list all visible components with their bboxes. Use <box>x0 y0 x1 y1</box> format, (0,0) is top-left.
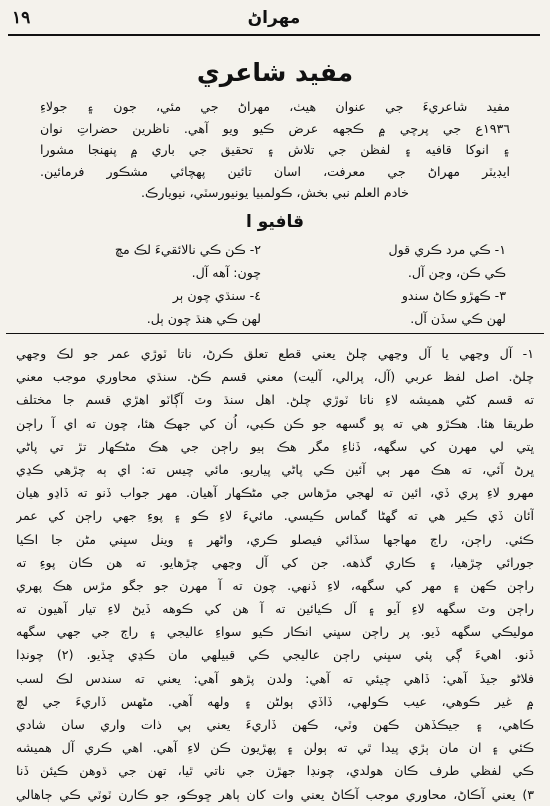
text-line: ١- آل وڃهي يا آل وڃهي چلڻ يعني قطع تعلق ڪرڻ، ناتا ٽوڙي عمر جو لڪ وڃهي <box>16 346 534 361</box>
text-line: چلڻ. اصل لفظ عربي (آل، پرالي، آليت) معني قسم ڪڻ. سنڌي محاوري موجب معني <box>16 369 534 385</box>
text-line: ته قسم کڻي هميشه لاءِ ناتا ٽوڙي چلڻ. اهل سنڌ وٽ آڳاٽو اهڙي قسم جا مختلف <box>16 392 534 408</box>
running-title: مهراڻ <box>247 8 301 28</box>
intro-paragraph <box>40 96 510 204</box>
verse-line: لهن ڪي سڏن آل. <box>410 311 506 326</box>
text-line: ڪي لفظي طرف ڪان هولدي، چونڊا جهڙن جي ناتي ٿيا، تهن جي ڌوهن ڪيئن ڏنا <box>16 763 534 779</box>
verse-line: ٤- سنڌي چون ٻر <box>172 288 261 303</box>
section-subtitle: قافيو ا <box>246 212 304 232</box>
text-line: ڀرڻ آئي، ته هڪ مهر ٻي آئين ڪي پاڻي پياريو. مائي چيس ته: اي ٻه چڙهي ڪڍي <box>16 461 534 477</box>
text-line: راڄن ڪهن ۽ مهر کي سگهه، لاءِ ڏنهي. چون ته آ مهرن جو جگو مڙس هڪ پهري <box>16 577 534 593</box>
page-header <box>8 6 540 34</box>
text-line: آئان ڏي ڪير هي ته گهڻا گماس ڪيسي. مائيءَ لاءِ ڪو ۽ پوءِ جهي راڄن کي عمر <box>16 508 534 524</box>
text-line: فلاڻو جيڏ آهي: ڏاهي چيئي ته آهي: ولدن پڙهو آهي: يعني ته سندس لڪ لسب <box>16 670 534 686</box>
intro-line: ايڊيٽر مهراڻ جي معرفت، اسان تائين پهچائي مشڪور فرمائين. <box>40 163 510 179</box>
header-rule <box>8 34 540 36</box>
verse-row <box>30 307 520 330</box>
text-line: ٣) يعني آڪاڻ، محاوري موجب آڪاڻ يعني وات کان ٻاهر ڇوڪو، جو ڪارن ٽوٽي ڪي ڄاهالي <box>16 786 534 802</box>
section-rule <box>6 333 544 334</box>
text-line: ڀتي لي مهرن کي سگهه، ڏٺاءِ مگر هڪ ٻيو راڄن جي هڪ مڻڪهار تڙ تي پاڻي <box>16 438 534 454</box>
text-line: ڪئي. راڄن، راڄ مهاجها سڏائي فيصلو ڪري، واڻهر ۽ وينل سڀني مڻن جا اڪيا <box>16 531 534 547</box>
intro-line: ١٩٣٦ع جي پرچي ۾ ڪجهه عرض ڪيو ويو آهي. ناظرين حضراتِ نوان <box>40 120 510 136</box>
verse-line: ٣- ڪهڙو ڪاڻ سندو <box>401 288 506 303</box>
intro-line: ۽ انوکا قافيه ۽ لفظن جي تلاش ۽ تحقيق جي باري ۾ پنهنجا مشورا <box>40 142 510 158</box>
verse-row <box>30 238 520 261</box>
verse-line: ١- ڪي مرد ڪري قول <box>388 242 506 257</box>
verse-row <box>30 284 520 307</box>
text-line: ڪاهي، ۽ جيڪڏهن ڪهن وٽي، ڪهن ڏاريءَ يعني ٻي ذات واري سان شادي <box>16 717 534 732</box>
text-line: ڏنو. اهيءَ ڳي پئي سڀني راڄن عاليجي ڪي قبيلهي مان ڪڍي ڇڏيو. (٢) چونڊا <box>16 647 534 663</box>
intro-signature: خادم العلم نبي بخش، ڪولمبيا يونيورسٽي، نيويارڪ. <box>141 185 409 201</box>
verse-block <box>30 238 520 330</box>
text-line: مهرو لاءِ پري ڏي، ائين ته لهجي مڙهاس جي مڻڪهار آهيان. مهر جواب ڏنو ته ڏاڍو هيان <box>16 485 534 501</box>
verse-line: ٢- ڪن ڪي نالائقيءَ لڪ مڇ <box>114 242 261 257</box>
intro-line: مفيد شاعريءَ جي عنوان هيٺ، مهراڻ جي مئي، جون ۽ جولاءِ <box>40 99 510 114</box>
text-line: موليڪي سگهه ڏيو. پر راڄن سڀني انڪار ڪيو سواءِ عاليجي ۽ راڄ جي جهي سگهه <box>16 624 534 640</box>
commentary-text <box>16 342 534 806</box>
text-line: ۾ غير ڪوهي، عيب ڪولهي، ڏاڏي ٻولڻن ۽ ولهه آهي. مڻهس ڏاريءَ جي لچ <box>16 693 534 709</box>
verse-line: چون: آهه آل. <box>191 265 261 280</box>
page-number: ١٩ <box>12 8 31 28</box>
text-line: ڪئي ۽ ان مان ٻڙي پيدا ٿي ته ٻولن ۽ پهڙيون ڪن لاءِ آهي. اهي ڪري آل هميشه <box>16 740 534 756</box>
text-line: طريقا هئا. هڪڙو هي ته پو گسهه جو ڪن ڪبي، اُن کي جهڪ هئا، چون ته اي آ راڄن <box>16 415 534 431</box>
verse-row <box>30 261 520 284</box>
text-line: جورائي چڙهيا، ۽ ڪاري گذهه. جن کي آل وڃهي چڙهايو. ته هن ڪان پوءِ ته <box>16 554 534 570</box>
article-title: مفيد شاعري <box>196 58 354 87</box>
verse-line: ڪي ڪن، وڃن آل. <box>407 265 506 280</box>
verse-line: لهن ڪي هنڌ چون ٻل. <box>146 311 261 326</box>
text-line: راڄن وٽ سگهه لاءِ آيو ۽ آل ڪيائين ته آ هن کي ڪوهه ڏيڻ لاءِ تيار آهيون ته <box>16 601 534 617</box>
